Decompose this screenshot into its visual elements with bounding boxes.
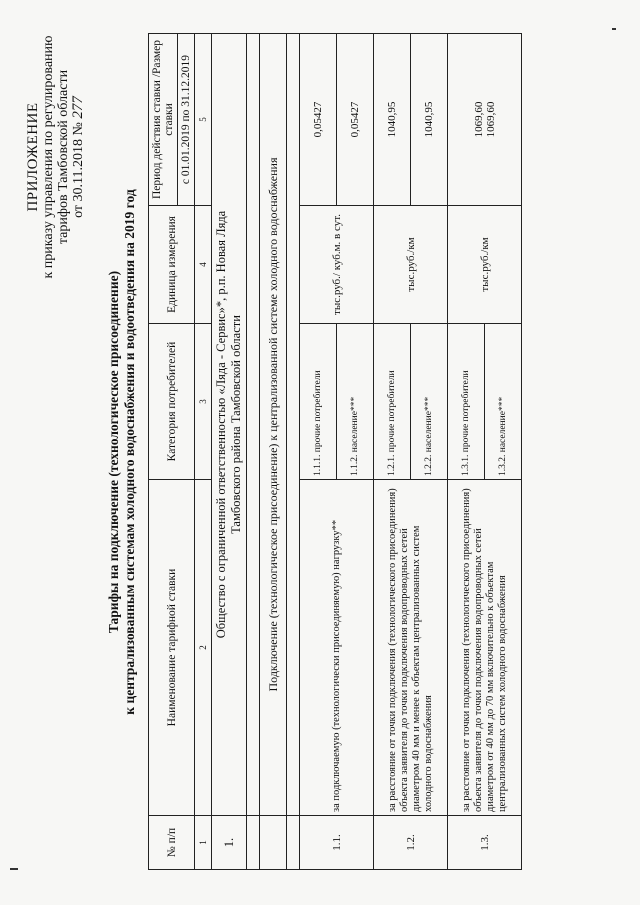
table-row [448, 34, 485, 870]
blank-row [247, 34, 260, 870]
scan-mark [612, 28, 616, 30]
order-line-2: тарифов Тамбовской области [56, 69, 71, 245]
rate-value: 0,05427 [300, 34, 337, 206]
section-row [260, 34, 287, 870]
consumer-category: 1.1.2. население*** [337, 324, 374, 480]
column-index: 1 [195, 816, 212, 870]
unit: тыс.руб./ куб.м. в сут. [300, 206, 374, 324]
order-line-1: к приказу управления по регулированию [41, 35, 56, 279]
tariff-table [148, 33, 522, 870]
org-name [212, 34, 247, 816]
rate-value: 1040,95 [374, 34, 411, 206]
rotated-landscape-content [20, 12, 620, 892]
order-number: 277 [70, 96, 86, 119]
row-num: 1.3. [448, 816, 522, 870]
title-line-2: к централизованным системам холодного водоснабжения и водоотведения на 2019 год [122, 189, 137, 715]
rate-value [448, 34, 522, 206]
consumer-category: 1.2.1. прочие потребители [374, 324, 411, 480]
consumer-category: 1.3.2. население*** [485, 324, 522, 480]
appendix-label: ПРИЛОЖЕНИЕ [25, 102, 41, 212]
header-category: Категория потребителей [149, 324, 195, 480]
title-line-1: Тарифы на подключение (технологическое присоединение) [106, 270, 121, 634]
section-title: Подключение (технологическое присоединение) к централизованной системе холодного водоснабжения [260, 34, 287, 816]
column-index: 5 [195, 34, 212, 206]
org-name-line-2: Тамбовского района Тамбовской области [229, 315, 243, 534]
organization-row [212, 34, 247, 870]
order-date: от 30.11.2018 № [71, 122, 86, 218]
order-line-3 [71, 22, 86, 292]
rate-value: 1040,95 [411, 34, 448, 206]
document-title [106, 42, 138, 862]
header-period-value: с 01.01.2019 по 31.12.2019 [178, 34, 195, 206]
column-index: 4 [195, 206, 212, 324]
org-name-line-1: Общество с ограниченной ответственностью «Ляда - Сервис»*, р.п. Новая Ляда [214, 210, 228, 639]
unit: тыс.руб./км [448, 206, 522, 324]
consumer-category: 1.2.2. население*** [411, 324, 448, 480]
rate-value: 0,05427 [337, 34, 374, 206]
column-index: 3 [195, 324, 212, 480]
org-num: 1. [212, 816, 247, 870]
column-index-row [195, 34, 212, 870]
header-period: Период действия ставки /Размер ставки [149, 34, 178, 206]
scan-mark [10, 868, 18, 870]
row-num: 1.2. [374, 816, 448, 870]
column-index: 2 [195, 480, 212, 816]
blank-row [287, 34, 300, 870]
rate-value-line: 1069,60 [484, 101, 497, 138]
row-num: 1.1. [300, 816, 374, 870]
header-name: Наименование тарифной ставки [149, 480, 195, 816]
rate-name: за расстояние от точки подключения (технологического присоединения) объекта заявителя до точки подключения водопроводных сетей диаметром 40 мм и менее к объектам централизованных систем холодного водоснабжения [374, 480, 448, 816]
rate-name: за подключаемую (технологически присоединяемую) нагрузку** [300, 480, 374, 816]
table-row [374, 34, 411, 870]
table-row [300, 34, 337, 870]
table-header-row [149, 34, 178, 870]
header-num: № п/п [149, 816, 195, 870]
appendix-header [26, 22, 86, 292]
header-unit: Единица измерения [149, 206, 195, 324]
rate-value-line: 1069,60 [472, 101, 485, 138]
rate-name: за расстояние от точки подключения (технологического присоединения) объекта заявителя до точки подключения водопроводных сетей диаметром от 40 мм до 70 мм включительно к объектам централизованных систем холодного водоснабжения [448, 480, 522, 816]
unit: тыс.руб./км [374, 206, 448, 324]
consumer-category: 1.3.1. прочие потребители [448, 324, 485, 480]
consumer-category: 1.1.1. прочие потребители [300, 324, 337, 480]
